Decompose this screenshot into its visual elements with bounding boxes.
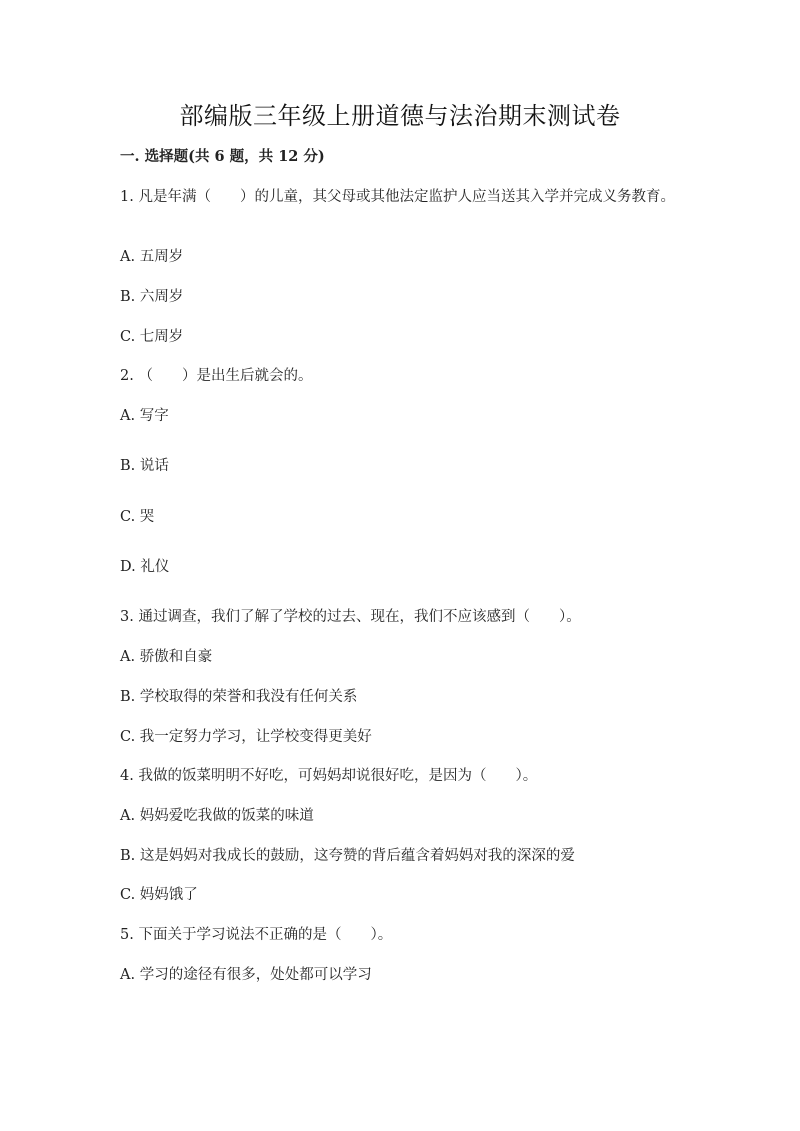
question-stem: 3. 通过调查，我们了解了学校的过去、现在，我们不应该感到（ ）。 <box>120 609 581 625</box>
question-stem: 1. 凡是年满（ ）的儿童，其父母或其他法定监护人应当送其入学并完成义务教育。 <box>120 189 675 205</box>
option-a: A. 五周岁 <box>120 249 184 265</box>
option-b: B. 说话 <box>120 458 169 474</box>
option-a: A. 写字 <box>120 408 169 424</box>
option-d: D. 礼仪 <box>120 559 170 575</box>
option-a: A. 骄傲和自豪 <box>120 649 213 665</box>
section-header: 一. 选择题(共 6 题，共 12 分) <box>120 148 325 165</box>
question-stem: 4. 我做的饭菜明明不好吃，可妈妈却说很好吃，是因为（ ）。 <box>120 768 538 784</box>
option-c: C. 七周岁 <box>120 329 184 345</box>
option-b: B. 这是妈妈对我成长的鼓励，这夸赞的背后蕴含着妈妈对我的深深的爱 <box>120 848 575 864</box>
option-a: A. 学习的途径有很多，处处都可以学习 <box>120 967 372 983</box>
option-c: C. 妈妈饿了 <box>120 887 198 903</box>
option-b: B. 学校取得的荣誉和我没有任何关系 <box>120 689 358 705</box>
option-a: A. 妈妈爱吃我做的饭菜的味道 <box>120 808 314 824</box>
option-c: C. 我一定努力学习，让学校变得更美好 <box>120 729 372 745</box>
question-stem: 2. （ ）是出生后就会的。 <box>120 368 313 384</box>
question-stem: 5. 下面关于学习说法不正确的是（ ）。 <box>120 927 393 943</box>
option-b: B. 六周岁 <box>120 289 184 305</box>
page-title: 部编版三年级上册道德与法治期末测试卷 <box>179 102 621 130</box>
option-c: C. 哭 <box>120 509 155 525</box>
